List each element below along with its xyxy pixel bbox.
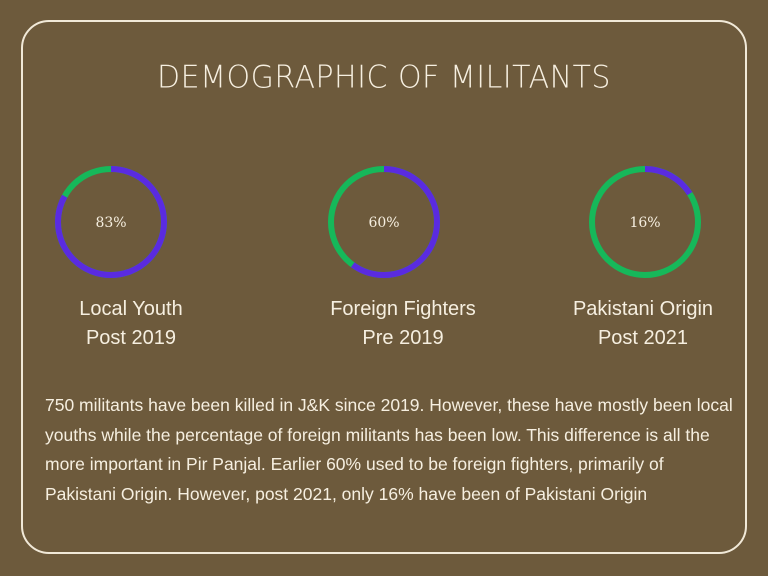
donut-3	[592, 169, 698, 275]
donut-label-1-line1: Local Youth	[79, 298, 183, 320]
donut-label-2-line1: Foreign Fighters	[330, 298, 476, 320]
donut-2	[331, 169, 437, 275]
donut-label-3-line2: Post 2021	[597, 327, 689, 349]
page-title: DEMOGRAPHIC OF MILITANTS	[157, 59, 611, 96]
donut-label-3	[533, 295, 753, 353]
donut-2-value-label: 60%	[368, 215, 400, 231]
donut-1	[58, 169, 164, 275]
donut-1-value-label: 83%	[95, 215, 127, 231]
donut-label-1	[21, 295, 241, 353]
donut-label-1-line2: Post 2019	[85, 327, 177, 349]
donut-3-value-label: 16%	[629, 215, 661, 231]
donut-label-2-line2: Pre 2019	[362, 327, 444, 349]
description-paragraph: 750 militants have been killed in J&K since 2019. However, these have mostly been local youths while the percentage of foreign militants has been low. This difference is all the more important in Pir Panjal. Earlier 60% used to be foreign fighters, primarily of Pakistani Origin. However, post 2021, only 16% have been of Pakistani Origin	[45, 395, 733, 504]
donut-label-3-line1: Pakistani Origin	[572, 298, 714, 320]
donut-label-2	[293, 295, 513, 353]
